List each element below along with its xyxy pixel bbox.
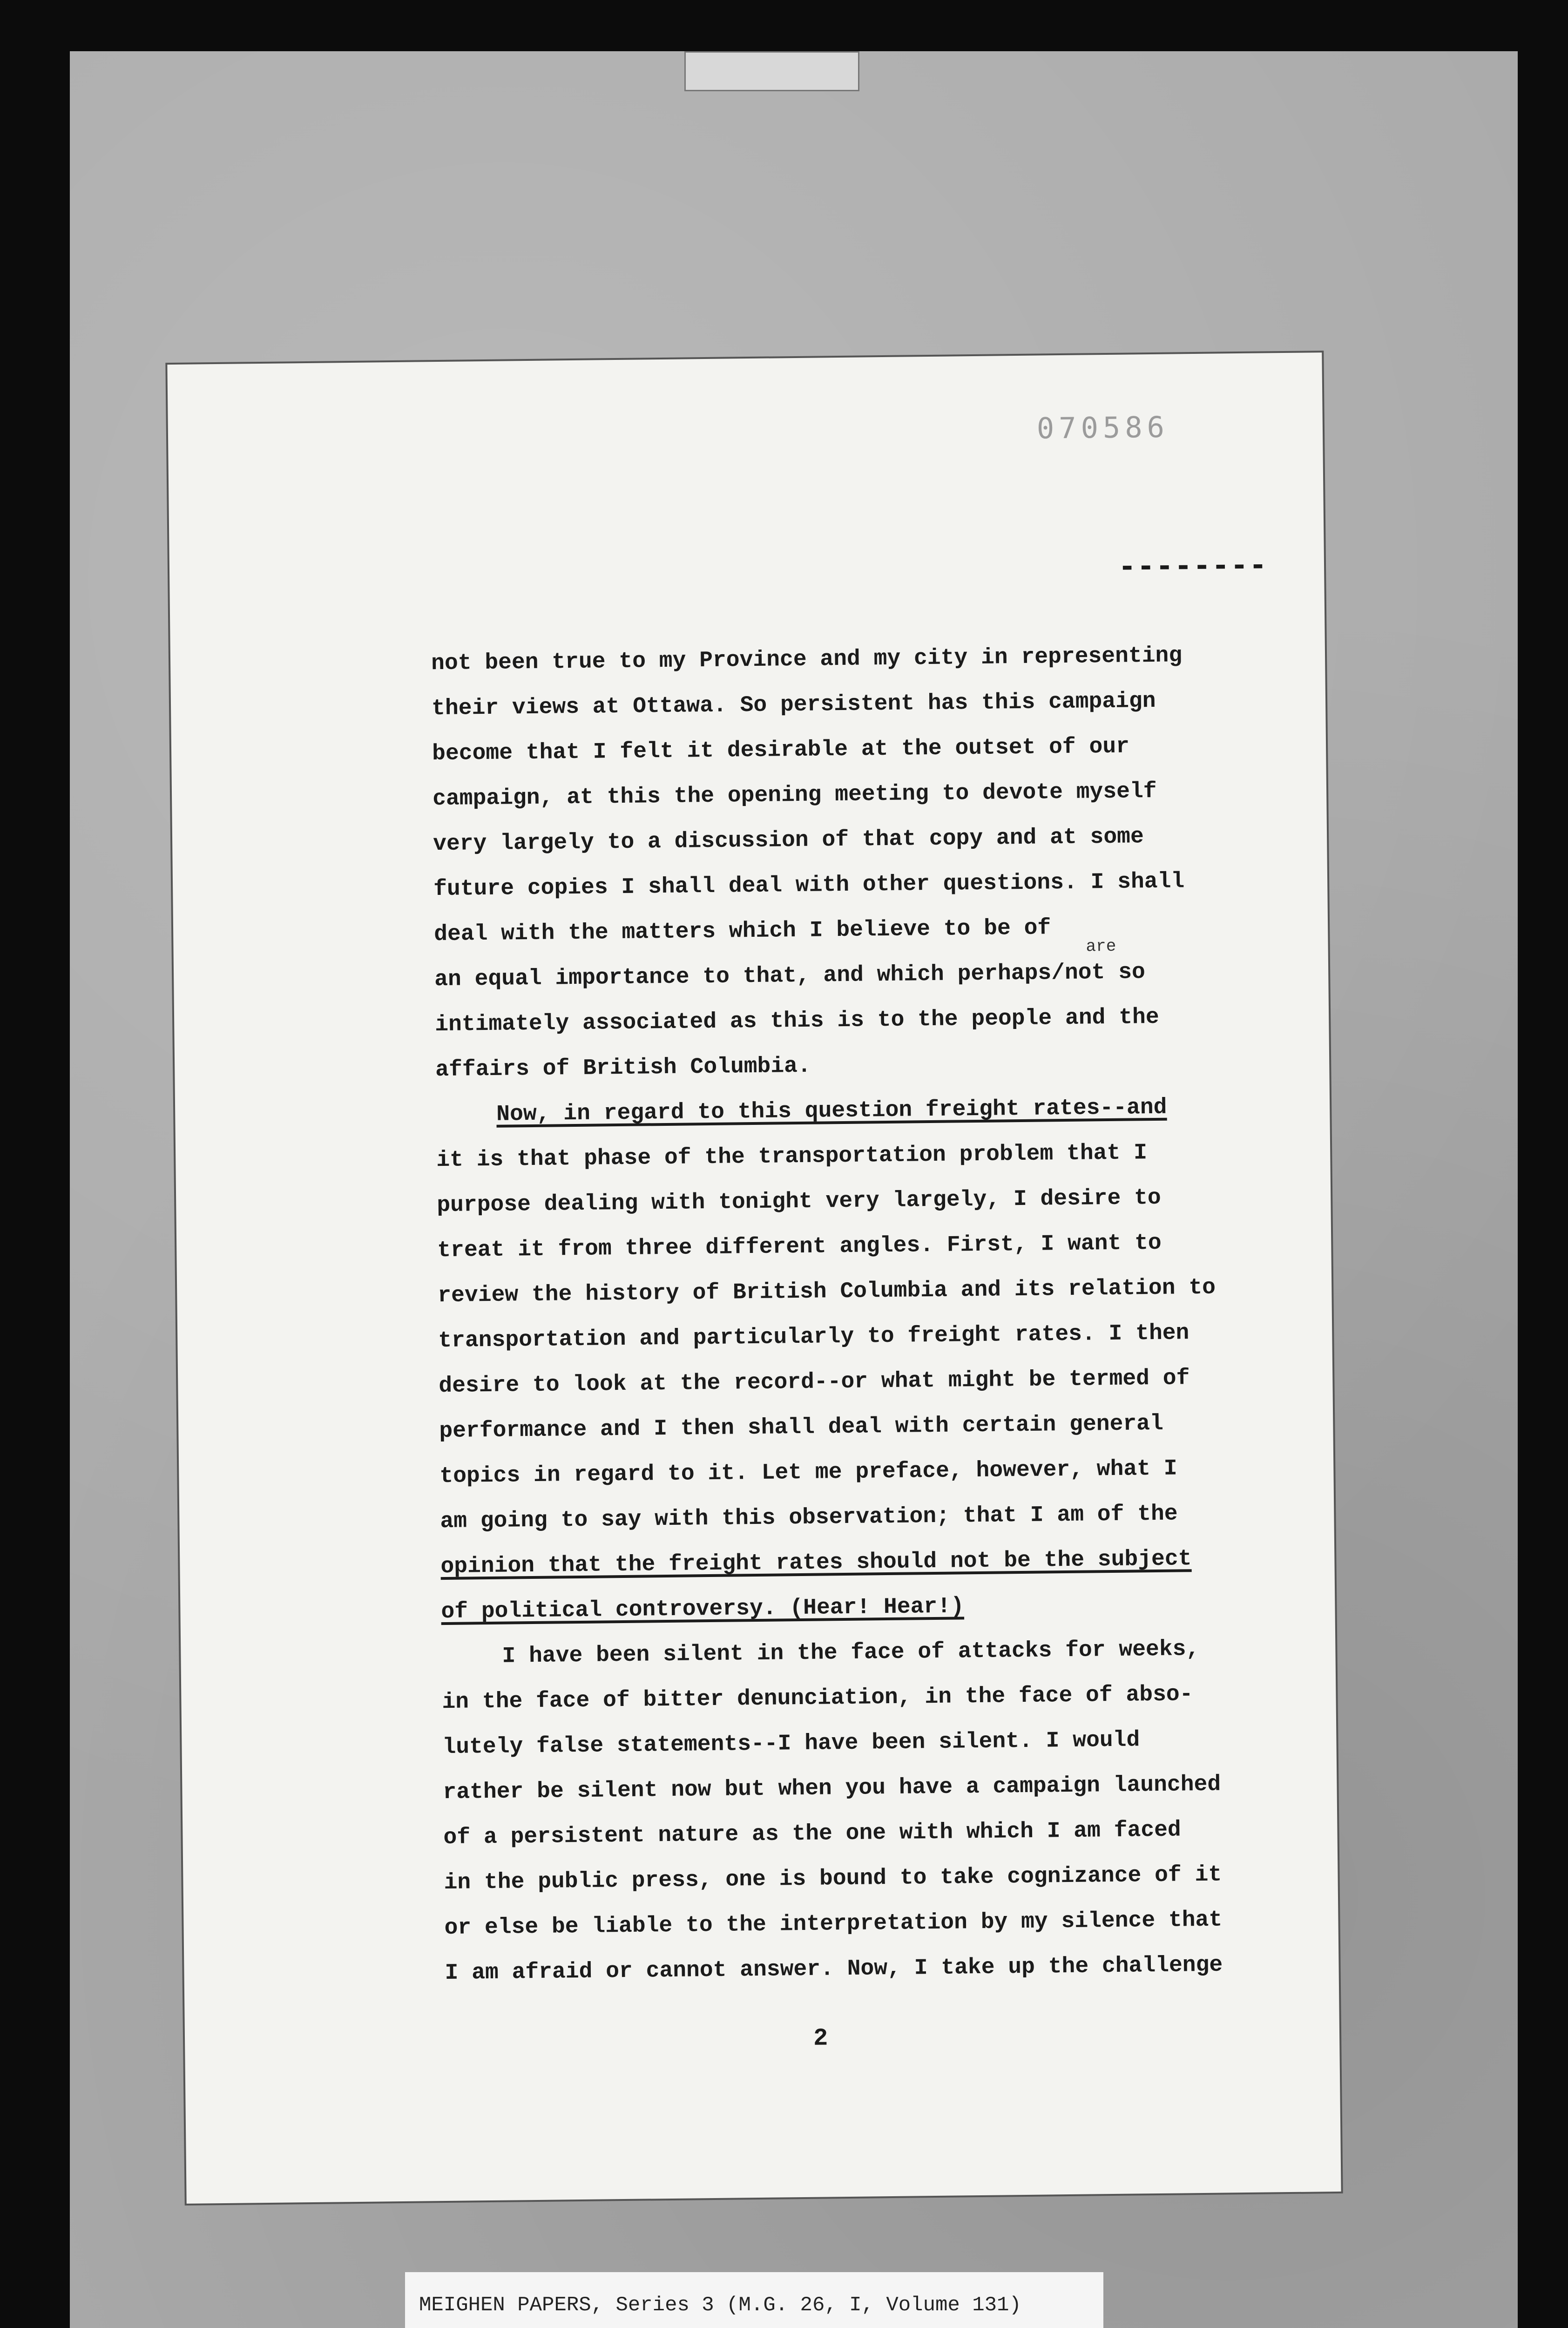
text-line: rather be silent now but when you have a campaign launched bbox=[443, 1772, 1221, 1806]
text-line: campaign, at this the opening meeting to devote myself bbox=[432, 778, 1157, 812]
typed-page bbox=[167, 352, 1341, 2204]
caption-text: MEIGHEN PAPERS, Series 3 (M.G. 26, I, Volume 131) bbox=[419, 2294, 1021, 2317]
text-line: I am afraid or cannot answer. Now, I take up the challenge bbox=[445, 1952, 1223, 1986]
text-line: of political controversy. (Hear! Hear!) bbox=[441, 1594, 965, 1625]
text-line: opinion that the freight rates should not be the subject bbox=[440, 1546, 1192, 1580]
text-line: of a persistent nature as the one with which I am faced bbox=[443, 1817, 1182, 1851]
interlinear-insertion: are bbox=[1086, 936, 1116, 956]
text-line: desire to look at the record--or what might be termed of bbox=[439, 1366, 1190, 1399]
text-line: very largely to a discussion of that copy and at some bbox=[433, 824, 1144, 857]
text-line: am going to say with this observation; that I am of the bbox=[440, 1501, 1178, 1535]
text-line: future copies I shall deal with other questions. I shall bbox=[433, 869, 1185, 902]
text-line: performance and I then shall deal with certain general bbox=[439, 1411, 1164, 1444]
text-line: become that I felt it desirable at the outset of our bbox=[432, 734, 1130, 767]
text-line: deal with the matters which I believe to be of bbox=[433, 915, 1051, 947]
text-line: intimately associated as this is to the people and the bbox=[434, 1004, 1159, 1038]
page-number: 2 bbox=[813, 2024, 828, 2052]
text-line: it is that phase of the transportation problem that I bbox=[436, 1140, 1148, 1173]
text-line: their views at Ottawa. So persistent has this campaign bbox=[431, 688, 1156, 722]
text-line: lutely false statements--I have been silent. I would bbox=[442, 1727, 1140, 1760]
frame-tab bbox=[684, 51, 859, 91]
text-line: purpose dealing with tonight very largely, I desire to bbox=[437, 1185, 1161, 1218]
text-line: in the face of bitter denunciation, in the face of abso- bbox=[442, 1682, 1193, 1715]
text-line: review the history of British Columbia and its relation to bbox=[438, 1275, 1216, 1309]
text-line: transportation and particularly to freight rates. I then bbox=[438, 1320, 1190, 1354]
text-line: Now, in regard to this question freight rates--and bbox=[496, 1095, 1167, 1127]
text-line: topics in regard to it. Let me preface, however, what I bbox=[439, 1456, 1177, 1489]
text-line: treat it from three different angles. First, I want to bbox=[437, 1230, 1162, 1264]
text-line: affairs of British Columbia. bbox=[435, 1053, 811, 1083]
text-line: in the public press, one is bound to take cognizance of it bbox=[444, 1862, 1222, 1896]
text-line: I have been silent in the face of attacks for weeks, bbox=[502, 1637, 1200, 1669]
text-line: an equal importance to that, and which perhaps/not so bbox=[434, 960, 1146, 993]
text-line: or else be liable to the interpretation by my silence that bbox=[444, 1907, 1223, 1941]
folio-number: 070586 bbox=[1036, 410, 1169, 446]
body-text bbox=[431, 632, 1292, 1996]
continuation-mark: -------- bbox=[1118, 548, 1269, 583]
text-line: not been true to my Province and my city in representing bbox=[431, 643, 1183, 677]
caption-slip bbox=[405, 2272, 1103, 2328]
